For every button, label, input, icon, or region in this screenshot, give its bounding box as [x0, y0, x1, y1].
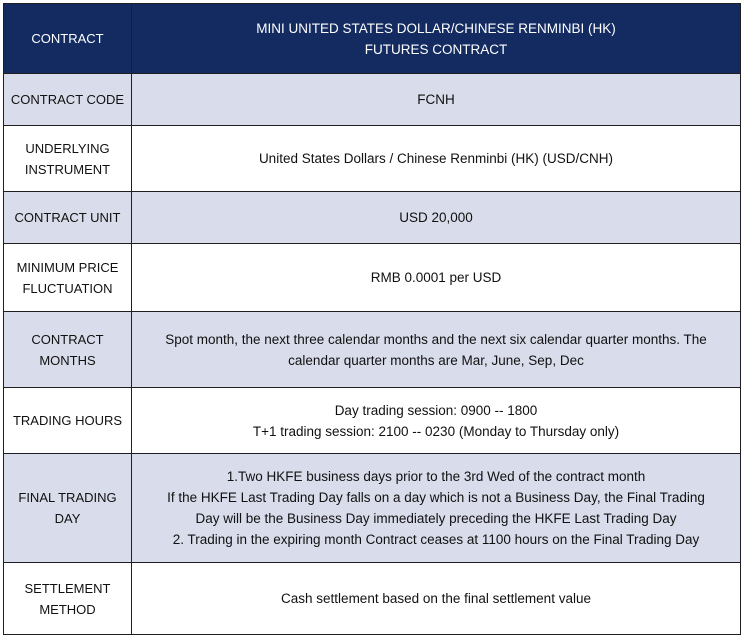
row-contract-unit [4, 192, 741, 244]
row-contract [4, 4, 741, 74]
label-trading-hours: TRADING HOURS [4, 388, 132, 454]
row-settlement-method [4, 563, 741, 635]
label-contract-code: CONTRACT CODE [4, 74, 132, 126]
value-contract: MINI UNITED STATES DOLLAR/CHINESE RENMINBI (HK) FUTURES CONTRACT [132, 4, 741, 74]
value-contract-code: FCNH [132, 74, 741, 126]
label-final-trading-day: FINAL TRADING DAY [4, 454, 132, 563]
row-final-trading-day [4, 454, 741, 563]
value-trading-hours: Day trading session: 0900 -- 1800 T+1 trading session: 2100 -- 0230 (Monday to Thursday only) [132, 388, 741, 454]
row-minimum-price-fluctuation [4, 244, 741, 312]
value-settlement-method: Cash settlement based on the final settlement value [132, 563, 741, 635]
value-minimum-price-fluctuation: RMB 0.0001 per USD [132, 244, 741, 312]
label-contract-months: CONTRACT MONTHS [4, 312, 132, 388]
row-trading-hours [4, 388, 741, 454]
contract-spec-table [3, 3, 741, 635]
label-settlement-method: SETTLEMENT METHOD [4, 563, 132, 635]
value-contract-months: Spot month, the next three calendar months and the next six calendar quarter months. The calendar quarter months are Mar, June, Sep, Dec [132, 312, 741, 388]
value-underlying-instrument: United States Dollars / Chinese Renminbi (HK) (USD/CNH) [132, 126, 741, 192]
row-underlying-instrument [4, 126, 741, 192]
value-contract-unit: USD 20,000 [132, 192, 741, 244]
row-contract-months [4, 312, 741, 388]
label-minimum-price-fluctuation: MINIMUM PRICE FLUCTUATION [4, 244, 132, 312]
row-contract-code [4, 74, 741, 126]
label-contract-unit: CONTRACT UNIT [4, 192, 132, 244]
label-underlying-instrument: UNDERLYING INSTRUMENT [4, 126, 132, 192]
value-final-trading-day: 1.Two HKFE business days prior to the 3rd Wed of the contract month If the HKFE Last Trading Day falls on a day which is not a Business Day, the Final Trading Day will be the Business Day immediately preceding the HKFE Last Trading Day 2. Trading in the expiring month Contract ceases at 1100 hours on the Final Trading Day [132, 454, 741, 563]
label-contract: CONTRACT [4, 4, 132, 74]
